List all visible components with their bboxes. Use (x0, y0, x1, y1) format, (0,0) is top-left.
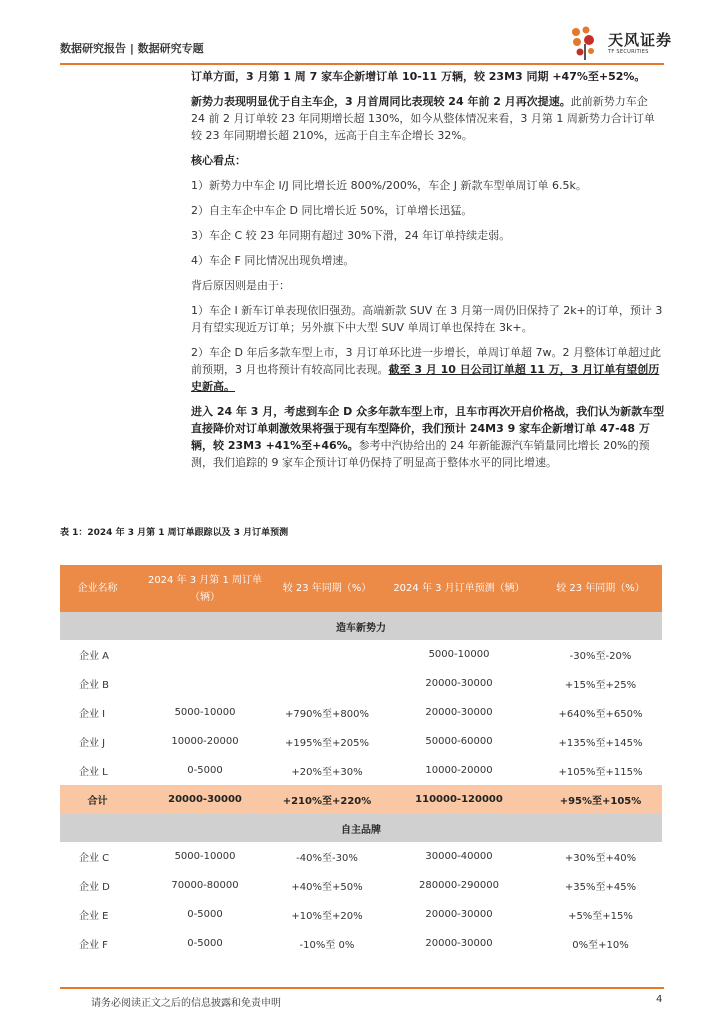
paragraph-reason-1: 1）车企 I 新车订单表现依旧强劲。高端新款 SUV 在 3 月第一周仍旧保持了 2k+的订单，预计 3 月有望实现近万订单；另外旗下中大型 SUV 单周订单也保持在 3k+。 (191, 304, 663, 334)
section-label: 自主品牌 (60, 814, 662, 842)
paragraph-point-4: 4）车企 F 同比情况出现负增速。 (191, 254, 355, 267)
report-body (191, 68, 665, 479)
table-cell: 10000-20000 (171, 736, 239, 747)
footer-divider (60, 987, 664, 989)
table-cell: 30000-40000 (425, 851, 493, 862)
table-cell: +35%至+45% (564, 882, 637, 893)
section-label: 造车新势力 (60, 612, 662, 640)
paragraph-new-forces: 新势力表现明显优于自主车企，3 月首周同比表现较 24 年前 2 月再次提速。此前新势力车企 24 前 2 月订单较 23 年同期增长超 130%，如今从整体情况来看，3 月第 1 周新势力合计订单较 23 年同期增长超 210%，远高于自主车企增长 32%。 (191, 95, 655, 142)
table-cell: 企业 J (79, 738, 106, 749)
paragraph-reason-2: 2）车企 D 年后多款车型上市，3 月订单环比进一步增长，单周订单超 7w。2 月整体订单超过此前预期，3 月也将预计有较高同比表现。截至 3 月 10 日公司订单超 11 万，3 月订单有望创历史新高。 (191, 346, 661, 393)
paragraph-core-heading: 核心看点： (191, 154, 246, 167)
table-cell: +30%至+40% (564, 853, 637, 864)
table-cell: +135%至+145% (558, 738, 643, 749)
table-cell: 110000-120000 (379, 785, 539, 814)
table-row (60, 698, 662, 727)
table-cell: 280000-290000 (419, 880, 499, 891)
section-row-new-forces (60, 612, 662, 640)
table-header-row (60, 565, 662, 612)
column-header: 2024 年 3 月第 1 周订单（辆） (135, 565, 275, 612)
table-cell: 0-5000 (187, 909, 223, 920)
paragraph-point-3: 3）车企 C 较 23 年同期有超过 30%下滑，24 年订单持续走弱。 (191, 229, 511, 242)
table-cell: 10000-20000 (425, 765, 493, 776)
table-cell: 5000-10000 (174, 707, 236, 718)
table-cell: 20000-30000 (425, 909, 493, 920)
table-row (60, 900, 662, 929)
paragraph-orders: 订单方面，3 月第 1 周 7 家车企新增订单 10-11 万辆，较 23M3 同期 +47%至+52%。 (191, 70, 646, 83)
report-header: 数据研究报告 | 数据研究专题 (60, 42, 204, 55)
column-header: 较 23 年同期（%） (539, 565, 662, 612)
table-cell: 5000-10000 (174, 851, 236, 862)
table-cell: +640%至+650% (558, 709, 643, 720)
table-cell: +15%至+25% (564, 680, 637, 691)
paragraph-point-2: 2）自主车企中车企 D 同比增长近 50%，订单增长迅猛。 (191, 204, 473, 217)
table-cell: 企业 A (79, 651, 110, 662)
table-cell: 企业 L (79, 767, 108, 778)
header-divider (60, 63, 664, 65)
table-cell: +105%至+115% (558, 767, 643, 778)
table-cell: -40%至-30% (296, 853, 358, 864)
table-cell: -10%至 0% (299, 940, 355, 951)
column-header: 较 23 年同期（%） (275, 565, 379, 612)
footer-disclaimer: 请务必阅读正文之后的信息披露和免责申明 (91, 998, 281, 1009)
table-row (60, 929, 662, 958)
company-logo (568, 26, 672, 62)
table-title: 表 1：2024 年 3 月第 1 周订单跟踪以及 3 月订单预测 (60, 528, 289, 538)
paragraph-point-1: 1）新势力中车企 I/J 同比增长近 800%/200%，车企 J 新款车型单周订单 6.5k。 (191, 179, 587, 192)
flower-logo-icon (568, 26, 604, 62)
table-cell: 企业 E (79, 911, 109, 922)
table-cell: -30%至-20% (569, 651, 632, 662)
table-cell: +5%至+15% (568, 911, 633, 922)
table-cell: 0%至+10% (572, 940, 629, 951)
table-cell: +210%至+220% (275, 785, 379, 814)
table-cell: 20000-30000 (425, 938, 493, 949)
table-cell: 20000-30000 (425, 707, 493, 718)
table-cell: 企业 D (79, 882, 110, 893)
table-cell: +10%至+20% (291, 911, 363, 922)
table-cell: 20000-30000 (135, 785, 275, 814)
table-cell: 0-5000 (187, 938, 223, 949)
table-cell: +195%至+205% (285, 738, 369, 749)
table-cell (275, 640, 379, 669)
total-row (60, 785, 662, 814)
table-row (60, 756, 662, 785)
table-row (60, 640, 662, 669)
table-cell (135, 669, 275, 698)
table-cell: 5000-10000 (428, 649, 490, 660)
page-number: 4 (656, 994, 663, 1005)
table-cell (135, 640, 275, 669)
table-cell: 企业 F (79, 940, 108, 951)
logo-text-en: TF SECURITIES (608, 49, 649, 55)
orders-table (60, 565, 662, 958)
table-cell: +790%至+800% (285, 709, 369, 720)
table-cell: +40%至+50% (291, 882, 363, 893)
column-header: 2024 年 3 月订单预测（辆） (379, 565, 539, 612)
paragraph-reasons-heading: 背后原因则是由于： (191, 279, 290, 292)
table-row (60, 871, 662, 900)
table-cell: 20000-30000 (425, 678, 493, 689)
table-cell (275, 669, 379, 698)
table-cell: 企业 B (79, 680, 110, 691)
paragraph-forecast: 进入 24 年 3 月，考虑到车企 D 众多年款车型上市，且车市再次开启价格战，我们认为新款车型直接降价对订单刺激效果将强于现有车型降价，我们预计 24M3 9 家车企新增订单 47-48 万辆，较 23M3 +41%至+46%。参考中汽协给出的 24 年新能源汽车销量同比增长 20%的预测，我们追踪的 9 家车企预计订单仍保持了明显高于整体水平的同比增速。 (191, 405, 665, 469)
table-row (60, 669, 662, 698)
table-cell: 0-5000 (187, 765, 223, 776)
table-cell: +20%至+30% (291, 767, 363, 778)
table-cell: 50000-60000 (425, 736, 493, 747)
table-cell: +95%至+105% (539, 785, 662, 814)
table-row (60, 842, 662, 871)
table-cell: 合计 (60, 785, 135, 814)
section-row-domestic-brands (60, 814, 662, 842)
table-cell: 70000-80000 (171, 880, 239, 891)
table-cell: 企业 I (79, 709, 106, 720)
table-cell: 企业 C (79, 853, 110, 864)
column-header: 企业名称 (60, 565, 135, 612)
table-row (60, 727, 662, 756)
logo-text-cn: 天风证券 (608, 31, 673, 49)
